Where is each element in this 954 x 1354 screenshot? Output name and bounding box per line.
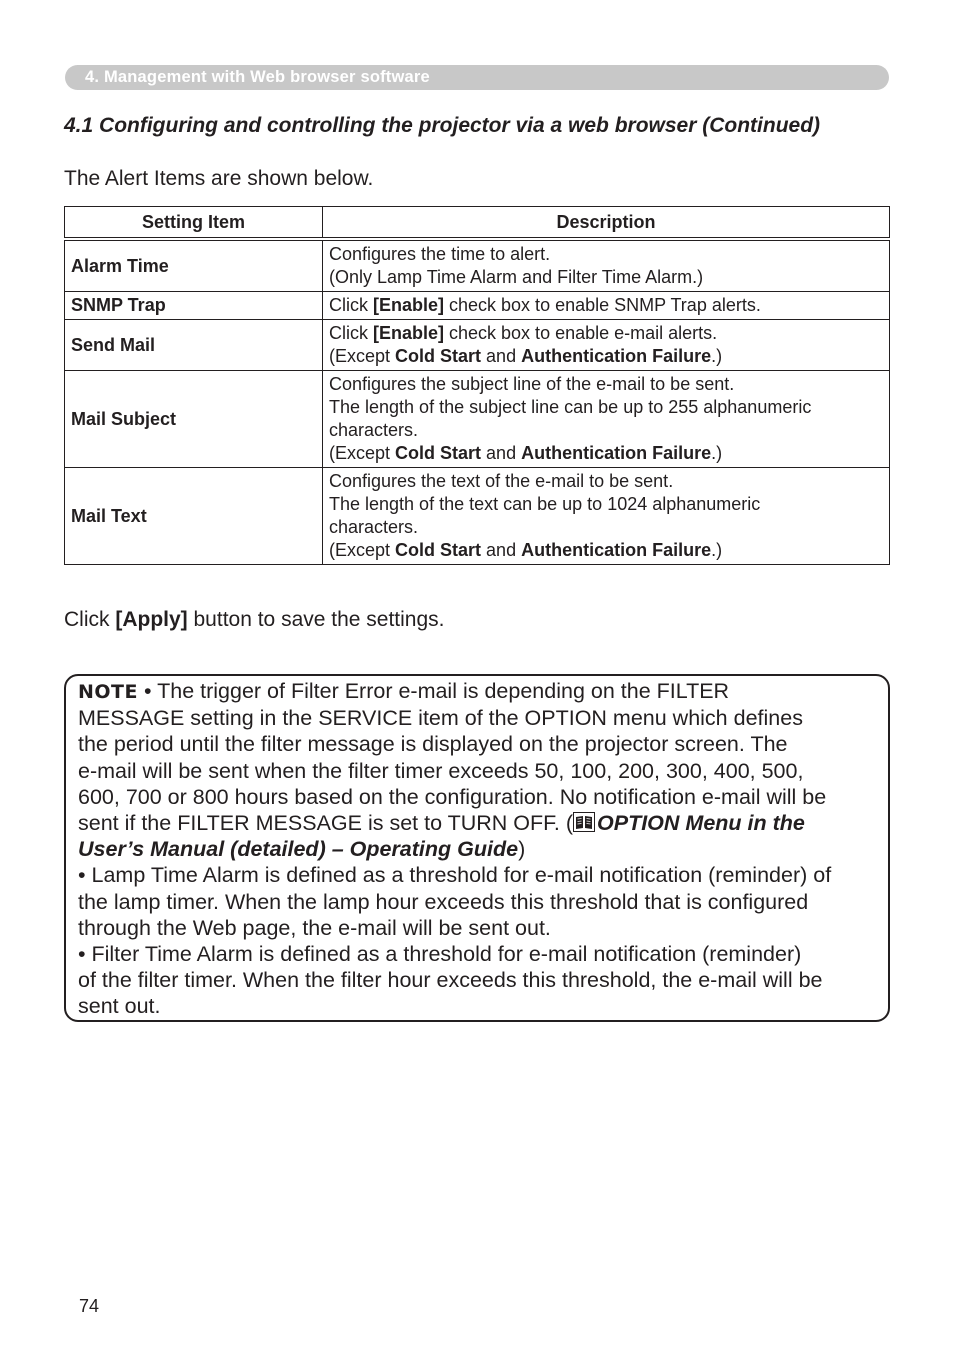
apply-text-before: Click xyxy=(64,608,116,631)
note.lines.1-seg: MESSAGE setting in the SERVICE item of the OPTION menu which defines xyxy=(78,706,803,731)
intro-text: The Alert Items are shown below. xyxy=(64,167,374,190)
setting-item-cell: Mail Text xyxy=(65,468,323,565)
description-cell xyxy=(323,292,890,320)
note.lines.8-seg: the lamp timer. When the lamp hour exceeds this threshold that is configured xyxy=(78,889,809,914)
note-line xyxy=(78,863,831,887)
description-cell xyxy=(323,320,890,371)
note-line xyxy=(78,968,822,992)
description-line xyxy=(329,516,883,539)
note-text xyxy=(78,678,883,1020)
table.rows.3.lines.3-seg: (Except xyxy=(329,443,396,463)
table-row xyxy=(65,371,890,468)
table.rows.0.lines.1-seg: (Only Lamp Time Alarm and Filter Time Alarm.) xyxy=(329,267,704,287)
note-label: NOTE xyxy=(78,681,138,703)
setting-item-cell: Alarm Time xyxy=(65,239,323,292)
note-line xyxy=(78,732,788,756)
description-line xyxy=(329,294,883,317)
table.rows.2.lines.0-seg: Click xyxy=(329,323,373,343)
table-row xyxy=(65,468,890,565)
page-number: 74 xyxy=(79,1296,100,1316)
table.rows.2.lines.1-seg: and xyxy=(481,346,522,366)
note.lines.7-seg: • Lamp Time Alarm is defined as a threshold for e-mail notification (reminder) of xyxy=(78,863,832,888)
chapter-header-bar xyxy=(65,65,889,90)
table.rows.2.lines.1-seg: Authentication Failure xyxy=(521,346,712,366)
table.rows.2.lines.1-seg: .) xyxy=(711,346,723,366)
description-line xyxy=(329,373,883,396)
note.lines.10-seg: • Filter Time Alarm is defined as a threshold for e-mail notification (reminder) xyxy=(78,942,802,967)
note.lines.0-seg: • The trigger of Filter Error e-mail is depending on the FILTER xyxy=(144,679,730,703)
note.lines.6-seg: ) xyxy=(518,837,526,862)
description-line xyxy=(329,345,883,368)
apply-text-after: button to save the settings. xyxy=(187,608,445,631)
note.lines.2-seg: the period until the filter message is displayed on the projector screen. The xyxy=(78,732,788,757)
note-box xyxy=(64,674,890,1022)
table.rows.4.lines.3-seg: .) xyxy=(711,540,723,560)
table.rows.4.lines.3-seg: and xyxy=(481,540,522,560)
table.rows.4.lines.2-seg: characters. xyxy=(329,517,419,537)
table-row xyxy=(65,292,890,320)
note-line xyxy=(78,942,801,966)
apply-instruction xyxy=(64,608,445,632)
column-header-setting-item: Setting Item xyxy=(65,207,323,240)
description-line xyxy=(329,442,883,465)
chapter-title: 4. Management with Web browser software xyxy=(85,68,430,86)
table.rows.4.lines.3-seg: (Except xyxy=(329,540,396,560)
note-line xyxy=(78,811,805,835)
description-line xyxy=(329,322,883,345)
table.rows.3.lines.3-seg: Authentication Failure xyxy=(521,443,712,463)
note-line xyxy=(78,916,551,940)
note.lines.5-seg: sent if the FILTER MESSAGE is set to TURN OFF. ( xyxy=(78,811,574,836)
table-row xyxy=(65,320,890,371)
table.rows.0.lines.0-seg: Configures the time to alert. xyxy=(329,244,551,264)
note.lines.6-seg: User’s Manual (detailed) – Operating Guide xyxy=(78,837,519,862)
note-line xyxy=(78,785,826,809)
note.lines.5-seg: OPTION Menu in the xyxy=(597,811,805,836)
table.rows.4.lines.3-seg: Authentication Failure xyxy=(521,540,712,560)
table.rows.1.lines.0-seg: Click xyxy=(329,295,373,315)
description-line xyxy=(329,539,883,562)
table.rows.2.lines.0-seg: [Enable] xyxy=(373,323,445,343)
book-icon xyxy=(573,812,595,832)
note-line xyxy=(78,994,160,1018)
setting-item-cell: Mail Subject xyxy=(65,371,323,468)
table.rows.2.lines.0-seg: check box to enable e-mail alerts. xyxy=(444,323,718,343)
table.rows.4.lines.1-seg: The length of the text can be up to 1024 alphanumeric xyxy=(329,494,761,514)
table.rows.3.lines.1-seg: The length of the subject line can be up to 255 alphanumeric xyxy=(329,397,812,417)
note.lines.11-seg: of the filter timer. When the filter hour exceeds this threshold, the e-mail will be xyxy=(78,968,823,993)
description-cell xyxy=(323,468,890,565)
note-line xyxy=(78,759,803,783)
table.rows.2.lines.1-seg: (Except xyxy=(329,346,396,366)
note.lines.3-seg: e-mail will be sent when the filter timer exceeds 50, 100, 200, 300, 400, 500, xyxy=(78,758,804,783)
section-title: 4.1 Configuring and controlling the projector via a web browser (Continued) xyxy=(64,114,821,137)
table.rows.3.lines.3-seg: and xyxy=(481,443,522,463)
description-line xyxy=(329,419,883,442)
setting-item-cell: SNMP Trap xyxy=(65,292,323,320)
description-line xyxy=(329,396,883,419)
note-line xyxy=(78,837,525,861)
description-cell xyxy=(323,371,890,468)
table.rows.4.lines.0-seg: Configures the text of the e-mail to be sent. xyxy=(329,471,674,491)
table.rows.2.lines.1-seg: Cold Start xyxy=(395,346,482,366)
apply-button-label: [Apply] xyxy=(115,608,188,631)
table.rows.3.lines.0-seg: Configures the subject line of the e-mail to be sent. xyxy=(329,374,735,394)
description-line xyxy=(329,470,883,493)
note.lines.4-seg: 600, 700 or 800 hours based on the configuration. No notification e-mail will be xyxy=(78,784,827,809)
description-cell xyxy=(323,239,890,292)
table-row xyxy=(65,239,890,292)
table.rows.3.lines.3-seg: Cold Start xyxy=(395,443,482,463)
description-line xyxy=(329,243,883,266)
table.rows.3.lines.2-seg: characters. xyxy=(329,420,419,440)
table.rows.1.lines.0-seg: [Enable] xyxy=(373,295,445,315)
description-line xyxy=(329,493,883,516)
note-line xyxy=(144,679,729,703)
column-header-description: Description xyxy=(323,207,890,240)
note.lines.12-seg: sent out. xyxy=(78,994,161,1019)
table-header-row xyxy=(65,207,890,240)
table.rows.4.lines.3-seg: Cold Start xyxy=(395,540,482,560)
note-line xyxy=(78,890,808,914)
note-line xyxy=(78,706,803,730)
alert-items-table xyxy=(64,206,890,565)
description-line xyxy=(329,266,883,289)
setting-item-cell: Send Mail xyxy=(65,320,323,371)
note.lines.9-seg: through the Web page, the e-mail will be sent out. xyxy=(78,915,551,940)
table.rows.1.lines.0-seg: check box to enable SNMP Trap alerts. xyxy=(444,295,761,315)
table.rows.3.lines.3-seg: .) xyxy=(711,443,723,463)
